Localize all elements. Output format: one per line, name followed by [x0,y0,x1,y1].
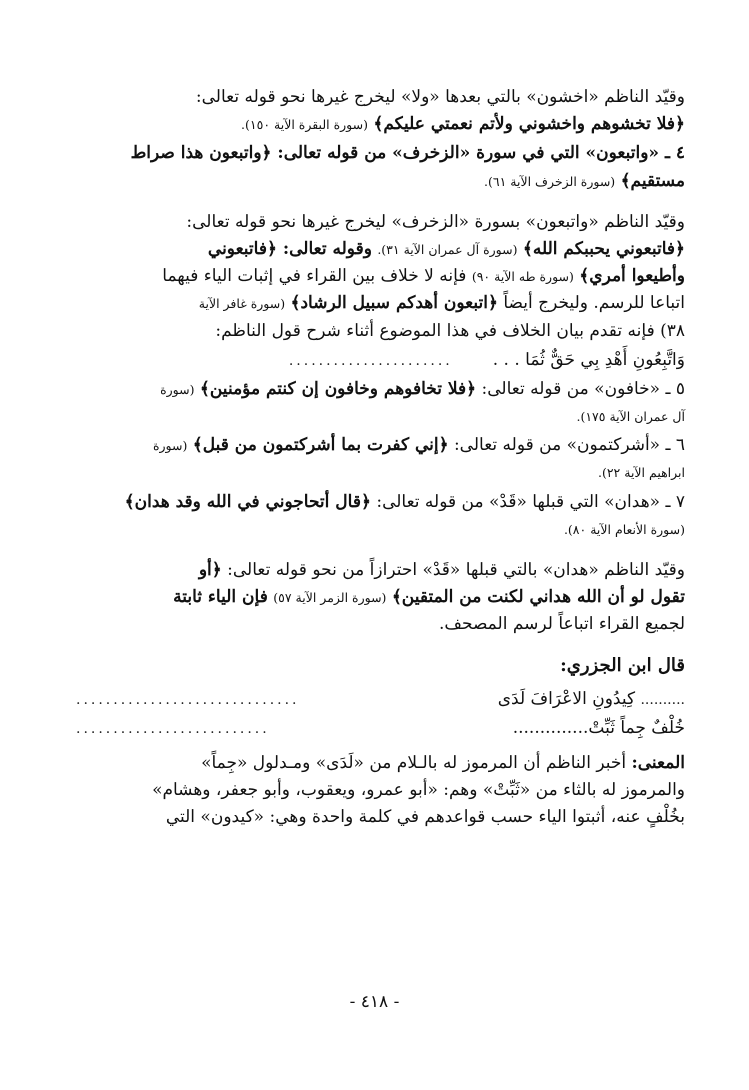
poem-verse [76,715,685,742]
ayah-text: ﴿قال أتحاجوني في الله وقد هدان﴾ [124,491,371,512]
verse-dots: .............................. [76,691,300,708]
surah-reference: آل عمران الآية ١٧٥). [576,409,685,425]
verse-text: وَاتَّبِعُونِ أَهْدِ بِي حَقٌّ ثُمَا . . . [492,349,685,370]
surah-reference: (سورة [152,438,188,454]
paragraph-line [76,403,685,430]
surah-reference: (سورة آل عمران الآية ٣١). [377,241,518,257]
paragraph-line: لجميع القراء اتباعاً لرسم المصحف. [438,614,685,635]
list-item-5: ٥ ـ «خافون» من قوله تعالى: ﴿فلا تخافوهم وخافون إن كنتم مؤمنين﴾ (سورة [160,378,685,399]
ayah-text: تقول لو أن الله هداني لكنت من المتقين﴾ [391,587,685,608]
ayah-text: ﴿فاتبعوني يحببكم الله﴾ [522,238,685,259]
paragraph-line: وقيّد الناظم «هدان» بالتي قبلها «قَدْ» احترازاً من نحو قوله تعالى: ﴿أو [198,560,685,580]
ayah-text: مستقيم﴾ [620,170,685,191]
paragraph-line: اتباعا للرسم. وليخرج أيضاً ﴿اتبعون أهدكم سبيل الرشاد﴾ (سورة غافر الآية [198,293,685,314]
verse-text: خُلْفٌ جِماً ثَبِّتْ.............. [512,717,685,738]
list-item-7: ٧ ـ «هدان» التي قبلها «قَدْ» من قوله تعالى: ﴿قال أتحاجوني في الله وقد هدان﴾ [124,491,685,512]
paragraph-line: المعنى: أخبر الناظم أن المرموز له بالـلام من «لَدَى» ومـدلول «جِماً» [201,752,685,773]
ayah-text: ﴿فلا تخافوهم وخافون إن كنتم مؤمنين﴾ [199,378,477,399]
paragraph-line: وأطيعوا أمري﴾ (سورة طه الآية ٩٠) فإنه لا خلاف بين القراء في إثبات الياء فيهما [162,266,685,287]
surah-reference: (سورة غافر الآية [198,296,286,312]
section-heading: قال ابن الجزري: [560,654,685,676]
verse-text: .......... كِيدُونِ الاعْرَافَ لَدَى [497,688,685,709]
page-body [76,84,685,832]
paragraph-line: وقيّد الناظم «اخشون» بالتي بعدها «ولا» ليخرج غيرها نحو قوله تعالى: [195,87,685,107]
paragraph-line [76,516,685,543]
paragraph-line: تقول لو أن الله هداني لكنت من المتقين﴾ (سورة الزمر الآية ٥٧) فإن الياء ثابتة [173,587,685,608]
paragraph-line: ٣٨) فإنه تقدم بيان الخلاف في هذا الموضوع أثناء شرح قول الناظم: [215,320,685,341]
list-item-4: ٤ ـ «واتبعون» التي في سورة «الزخرف» من قوله تعالى: ﴿واتبعون هذا صراط [130,143,685,164]
poem-verse [76,347,685,374]
list-item-6: ٦ ـ «أشركتمون» من قوله تعالى: ﴿إني كفرت بما أشركتمون من قبل﴾ (سورة [152,435,685,456]
ayah-text: ﴿اتبعون أهدكم سبيل الرشاد﴾ [290,293,498,314]
paragraph-line [76,111,685,138]
paragraph-line [76,459,685,486]
ayah-text: وأطيعوا أمري﴾ [579,266,685,287]
paragraph-line: والمرموز له بالثاء من «ثَبِّتْ» وهم: «أبو عمرو، ويعقوب، وأبو جعفر، وهشام» [152,780,685,801]
paragraph-line [76,168,685,195]
surah-reference: (سورة الزمر الآية ٥٧) [273,590,387,606]
meaning-label: المعنى: [631,752,685,773]
surah-reference: ابراهيم الآية ٢٢). [597,465,685,481]
ayah-text: ﴿إني كفرت بما أشركتمون من قبل﴾ [192,435,449,456]
paragraph-line: بخُلْفٍ عنه، أثبتوا الياء حسب قواعدهم في كلمة واحدة وهي: «كيدون» التي [165,807,685,828]
surah-reference: (سورة الزخرف الآية ٦١). [484,173,616,189]
poem-verse [76,686,685,713]
ayah-text: ﴿أو [198,560,222,580]
surah-reference: (سورة [160,381,195,397]
verse-dots: .......................... [76,720,270,737]
ayah-text: ﴿فلا تخشوهم واخشوني ولأتم نعمتي عليكم﴾ [373,114,685,135]
surah-reference: (سورة طه الآية ٩٠) [471,269,574,285]
surah-reference: (سورة البقرة الآية ١٥٠). [241,117,368,133]
verse-dots: ...................... [288,352,453,369]
page-number: - ٤١٨ - [349,992,400,1012]
paragraph-line: وقيّد الناظم «واتبعون» بسورة «الزخرف» ليخرج غيرها نحو قوله تعالى: [186,211,685,232]
paragraph-line: ﴿فاتبعوني يحببكم الله﴾ (سورة آل عمران الآية ٣١). وقوله تعالى: ﴿فاتبعوني [207,238,685,259]
surah-reference: (سورة الأنعام الآية ٨٠). [563,521,685,537]
